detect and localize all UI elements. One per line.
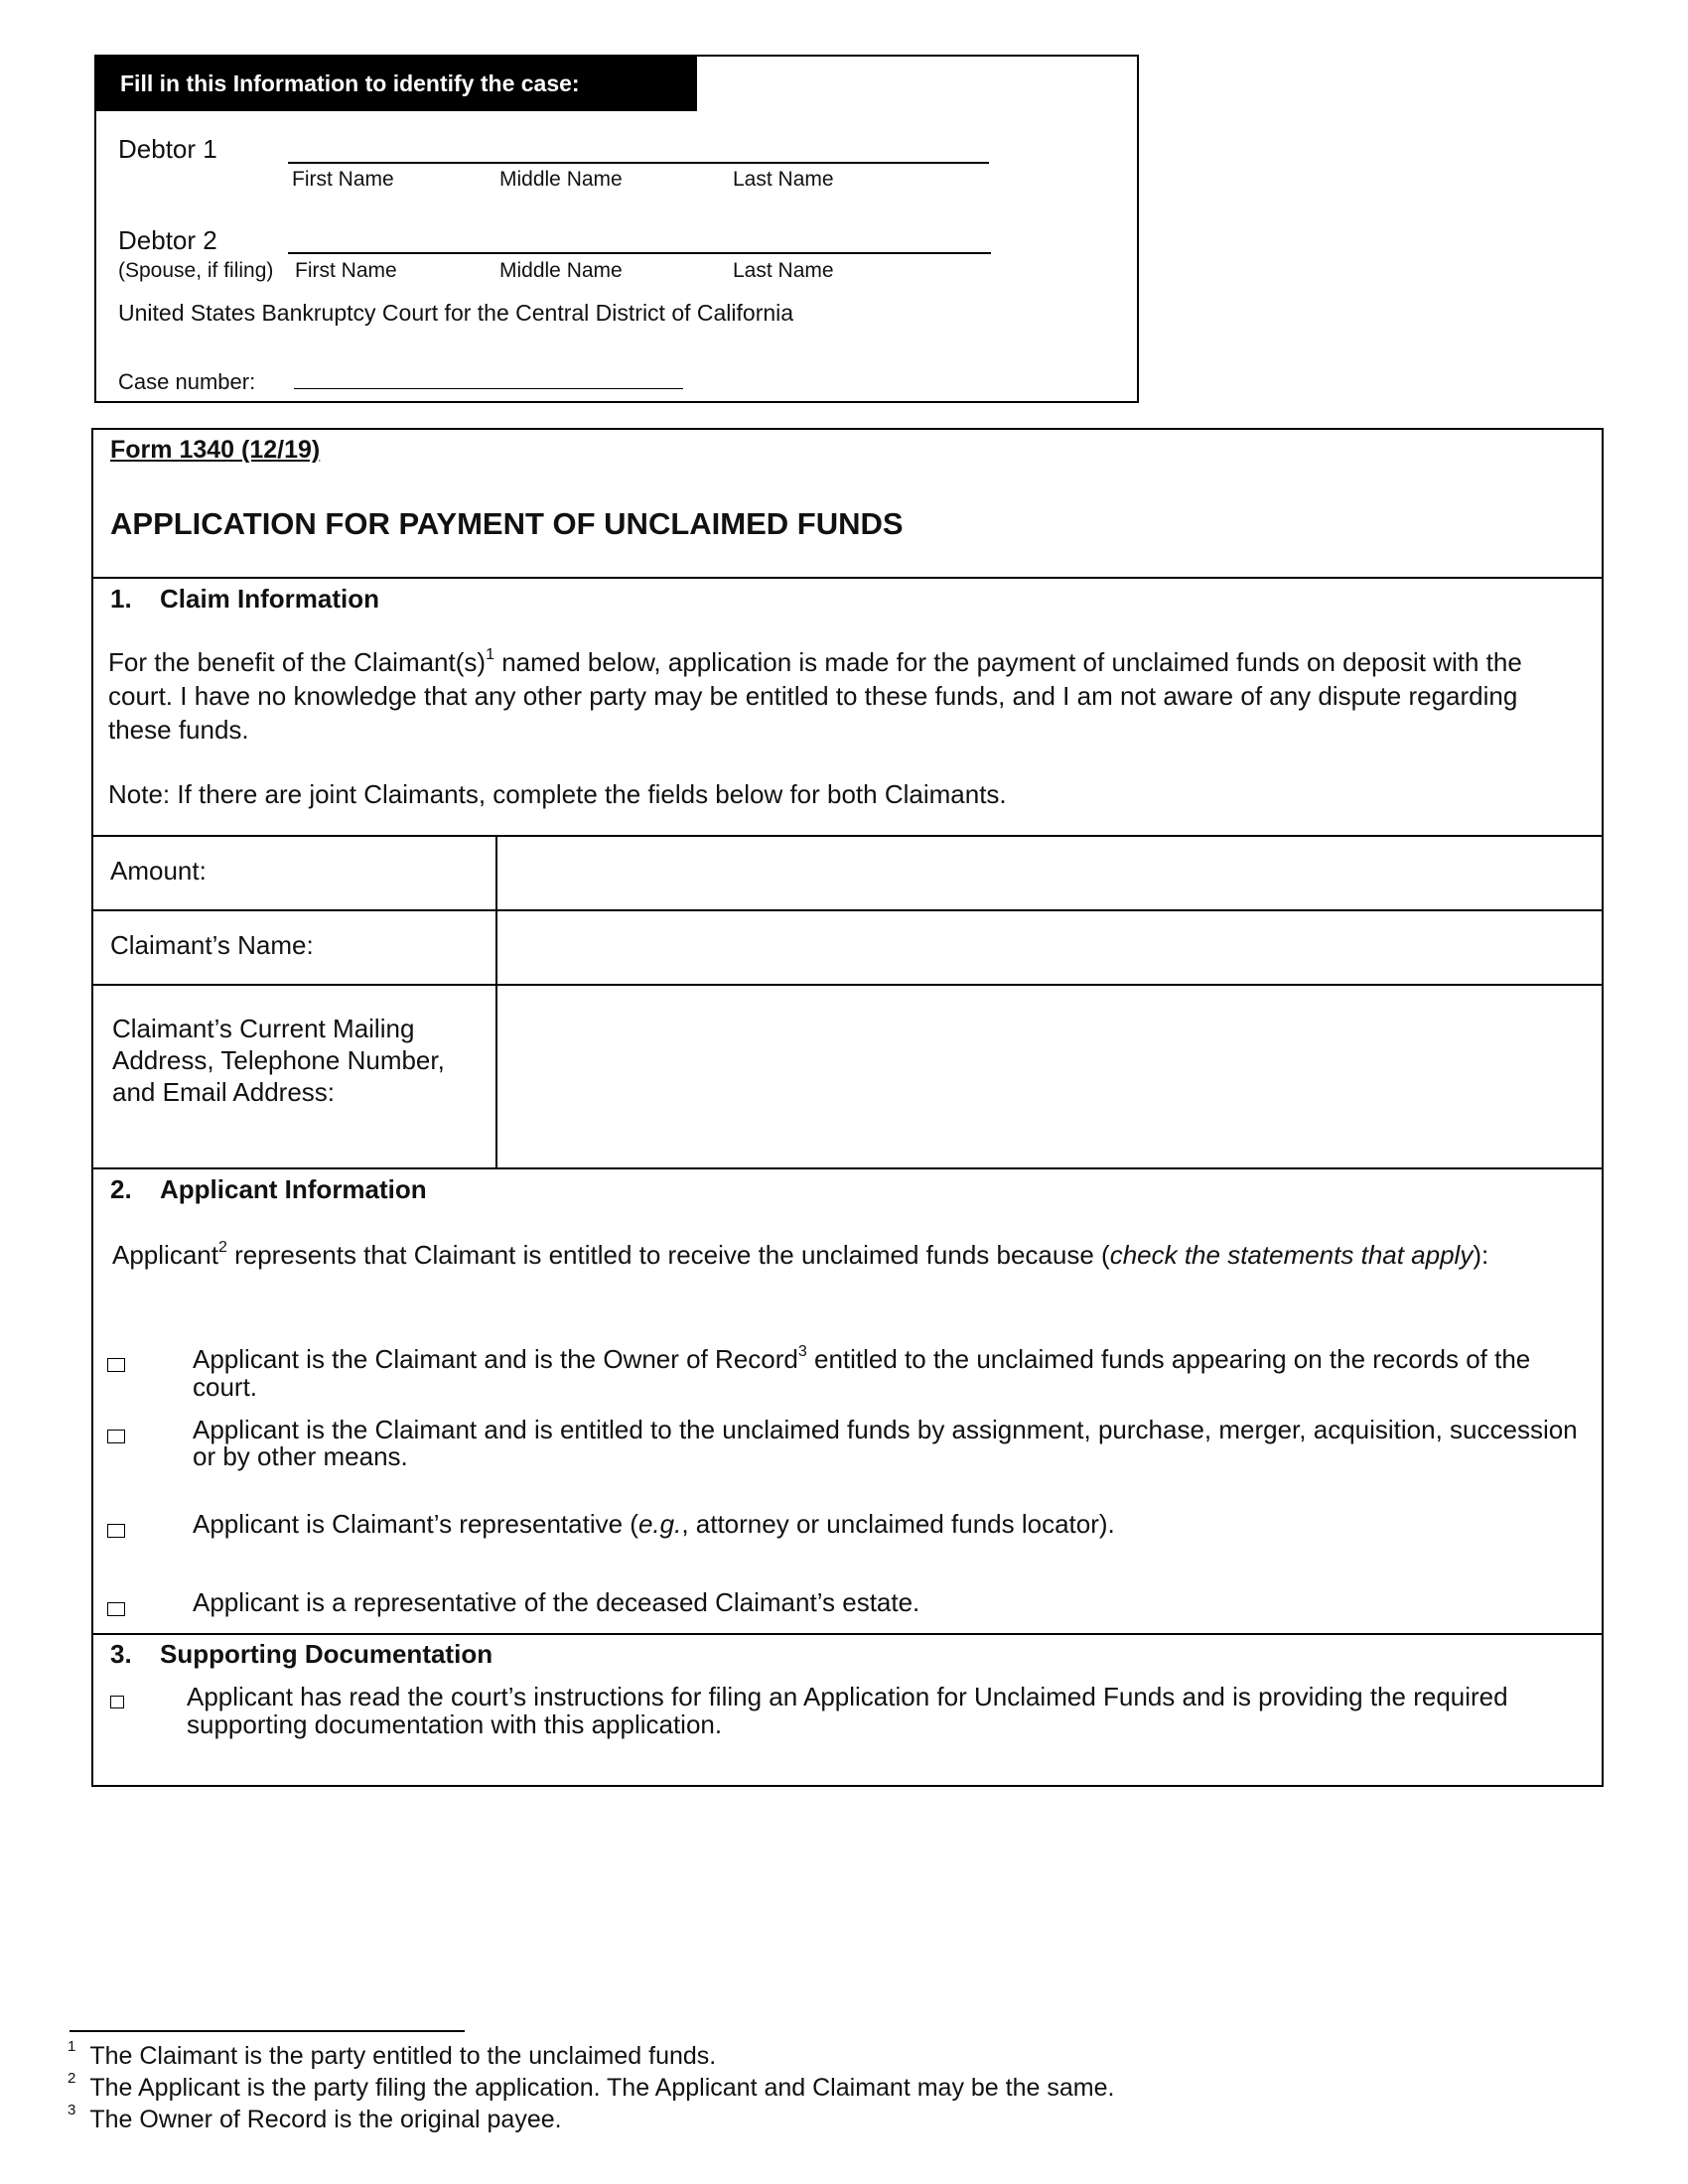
option3-text-a: Applicant is Claimant’s representative ( <box>193 1509 638 1539</box>
footnote-rule <box>70 2030 465 2032</box>
footnote-ref-1: 1 <box>486 646 494 664</box>
supporting-docs-label: Applicant has read the court’s instructions for filing an Application for Unclaimed Funds and is providing the required supporting documentation with this application. <box>187 1682 1508 1739</box>
section1-heading <box>110 584 379 614</box>
option-representative-checkbox[interactable] <box>107 1524 125 1538</box>
option3-text-italic: e.g. <box>637 1509 682 1539</box>
section3-number: 3. <box>110 1639 132 1669</box>
section3-title: Supporting Documentation <box>160 1639 493 1669</box>
section2-title: Applicant Information <box>160 1174 427 1204</box>
section3-heading <box>110 1639 492 1670</box>
option-assignment-label: Applicant is the Claimant and is entitled to the unclaimed funds by assignment, purchase, merger, acquisition, succession or by other means. <box>193 1415 1578 1471</box>
amount-field[interactable] <box>500 839 1593 906</box>
debtor1-name-field[interactable] <box>288 162 989 164</box>
footnote-2-number: 2 <box>68 2069 76 2087</box>
section2-intro-a: Applicant <box>112 1240 218 1270</box>
option-assignment-checkbox[interactable] <box>107 1430 125 1443</box>
divider-section2 <box>93 1167 1602 1169</box>
debtor1-first-name-caption: First Name <box>292 168 394 191</box>
amount-label: Amount: <box>110 856 207 886</box>
footnote-3 <box>68 2101 562 2135</box>
option3-text-b: , attorney or unclaimed funds locator). <box>681 1509 1115 1539</box>
footnote-2-text: The Applicant is the party filing the application. The Applicant and Claimant may be the same. <box>89 2074 1115 2102</box>
section1-note: Note: If there are joint Claimants, complete the fields below for both Claimants. <box>108 779 1007 809</box>
debtor2-name-field[interactable] <box>288 252 991 254</box>
section1-paragraph <box>108 645 1588 747</box>
divider-section3 <box>93 1633 1602 1635</box>
section1-title: Claim Information <box>160 584 380 614</box>
footnote-ref-3: 3 <box>797 1343 807 1361</box>
option-representative-label <box>193 1510 1115 1538</box>
footnote-ref-2: 2 <box>217 1239 227 1257</box>
claimant-name-field[interactable] <box>500 913 1593 981</box>
application-form <box>91 428 1604 1787</box>
section1-paragraph-b: named below, application is made for the payment of unclaimed funds on deposit with the court. I have no knowledge that any other party may be entitled to these funds, and I am not aware of any dispute regarding these funds. <box>108 647 1522 745</box>
form-title: APPLICATION FOR PAYMENT OF UNCLAIMED FUNDS <box>110 506 904 541</box>
debtor1-label: Debtor 1 <box>118 134 217 164</box>
debtor2-last-name-caption: Last Name <box>733 259 834 282</box>
claimant-address-field[interactable] <box>500 988 1593 1164</box>
divider-row1 <box>93 909 1602 911</box>
section2-intro <box>112 1238 1552 1272</box>
section1-number: 1. <box>110 584 132 614</box>
claimant-address-label: Claimant’s Current Mailing Address, Telephone Number, and Email Address: <box>112 1014 445 1107</box>
form-number: Form 1340 (12/19) <box>110 436 321 464</box>
claimant-name-label: Claimant’s Name: <box>110 930 314 960</box>
debtor2-middle-name-caption: Middle Name <box>499 259 623 282</box>
option1-text-a: Applicant is the Claimant and is the Owner of Record <box>193 1344 798 1374</box>
court-name: United States Bankruptcy Court for the Central District of California <box>118 300 794 326</box>
divider-row2 <box>93 984 1602 986</box>
debtor1-last-name-caption: Last Name <box>733 168 834 191</box>
debtor2-first-name-caption: First Name <box>295 259 397 282</box>
case-identification-box <box>94 55 1139 403</box>
case-number-field[interactable] <box>294 388 683 389</box>
divider-table-top <box>93 835 1602 837</box>
option1-text-b: entitled to the unclaimed funds appearing on the records of the court. <box>193 1344 1531 1402</box>
footnote-2 <box>68 2069 1115 2104</box>
case-box-header: Fill in this Information to identify the case: <box>96 57 697 111</box>
spouse-note: (Spouse, if filing) <box>118 259 274 282</box>
option-estate-label: Applicant is a representative of the deceased Claimant’s estate. <box>193 1587 920 1617</box>
footnote-1-text: The Claimant is the party entitled to the unclaimed funds. <box>89 2042 717 2070</box>
section2-intro-b: represents that Claimant is entitled to receive the unclaimed funds because ( <box>226 1240 1110 1270</box>
table-column-divider <box>495 835 497 1167</box>
section2-heading <box>110 1174 427 1205</box>
footnote-1 <box>68 2037 717 2072</box>
divider-title <box>93 577 1602 579</box>
option-estate-checkbox[interactable] <box>107 1602 125 1616</box>
footnote-3-number: 3 <box>68 2101 76 2118</box>
footnote-3-text: The Owner of Record is the original payee. <box>89 2106 562 2133</box>
section2-intro-italic: check the statements that apply <box>1109 1240 1474 1270</box>
footnote-1-number: 1 <box>68 2037 76 2055</box>
option-owner-of-record-checkbox[interactable] <box>107 1358 125 1372</box>
option-owner-of-record-label <box>193 1345 1583 1401</box>
section2-number: 2. <box>110 1174 132 1204</box>
debtor2-label: Debtor 2 <box>118 225 217 255</box>
section1-paragraph-a: For the benefit of the Claimant(s) <box>108 647 487 677</box>
debtor1-middle-name-caption: Middle Name <box>499 168 623 191</box>
case-number-label: Case number: <box>118 369 256 394</box>
section2-intro-c: ): <box>1473 1240 1489 1270</box>
supporting-docs-checkbox[interactable] <box>110 1696 124 1708</box>
